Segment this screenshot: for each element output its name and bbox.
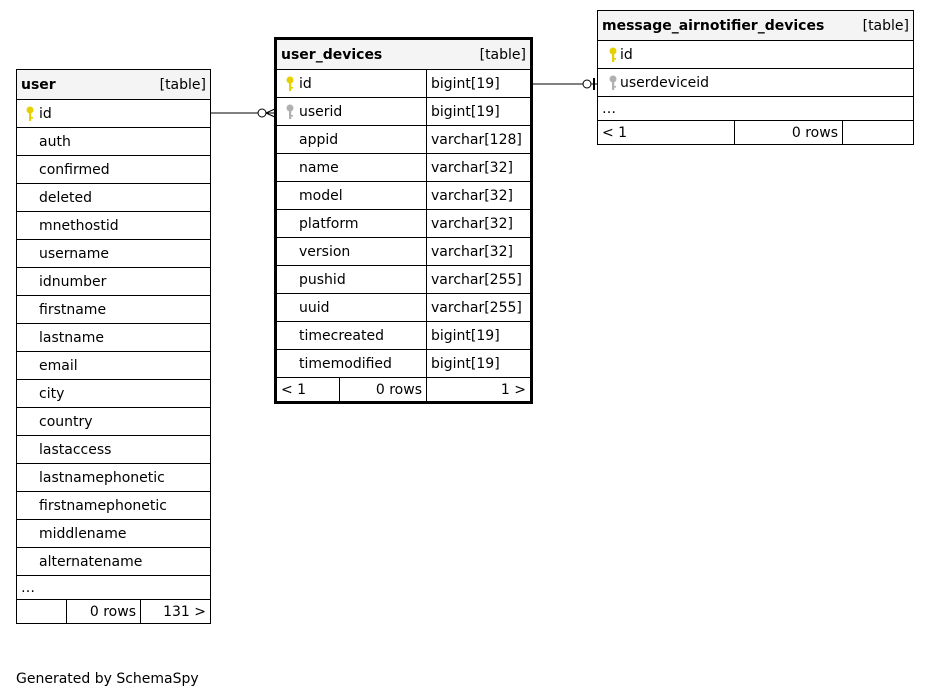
column-deleted[interactable] [17, 184, 211, 212]
table-row[interactable] [17, 548, 211, 576]
column-name: city [39, 385, 65, 402]
primary-key-icon [281, 76, 299, 96]
column-auth[interactable] [17, 128, 211, 156]
column-name: email [39, 357, 78, 374]
column-middlename[interactable] [17, 520, 211, 548]
column-name: id [299, 75, 312, 92]
column-name: auth [39, 133, 71, 150]
table-row[interactable] [17, 184, 211, 212]
table-row[interactable] [17, 352, 211, 380]
table-row[interactable] [17, 128, 211, 156]
airnotifier-ellipsis: … [598, 97, 914, 121]
column-name: userdeviceid [620, 74, 710, 91]
table-type: [table] [862, 17, 909, 34]
table-row[interactable] [17, 380, 211, 408]
ud-footer-rows: 0 rows [340, 378, 427, 402]
table-row[interactable] [17, 296, 211, 324]
column-name: country [39, 413, 93, 430]
column-userid[interactable] [277, 98, 427, 126]
column-pushid[interactable] [277, 266, 427, 294]
table-row[interactable] [598, 41, 914, 69]
user-table[interactable] [16, 69, 211, 624]
link-user-to-user-devices [211, 108, 277, 118]
column-name: version [299, 243, 351, 260]
column-name: middlename [39, 525, 127, 542]
column-type: varchar[255] [427, 266, 531, 294]
column-name: username [39, 245, 109, 262]
column-name: appid [299, 131, 339, 148]
column-version[interactable] [277, 238, 427, 266]
table-row[interactable] [277, 322, 531, 350]
table-row[interactable] [17, 212, 211, 240]
table-row[interactable] [277, 266, 531, 294]
column-firstnamephonetic[interactable] [17, 492, 211, 520]
column-email[interactable] [17, 352, 211, 380]
column-type: bigint[19] [427, 350, 531, 378]
column-lastname[interactable] [17, 324, 211, 352]
column-name: alternatename [39, 553, 143, 570]
column-country[interactable] [17, 408, 211, 436]
column-name: platform [299, 215, 359, 232]
column-name: id [620, 46, 633, 63]
column-name: lastnamephonetic [39, 469, 165, 486]
table-row[interactable] [277, 126, 531, 154]
column-name: idnumber [39, 273, 107, 290]
primary-key-icon [21, 106, 39, 126]
column-appid[interactable] [277, 126, 427, 154]
column-confirmed[interactable] [17, 156, 211, 184]
column-city[interactable] [17, 380, 211, 408]
table-row[interactable] [17, 268, 211, 296]
table-type: [table] [159, 76, 206, 93]
column-model[interactable] [277, 182, 427, 210]
column-name: timemodified [299, 355, 392, 372]
column-idnumber[interactable] [17, 268, 211, 296]
table-row[interactable] [17, 436, 211, 464]
column-name: firstnamephonetic [39, 497, 167, 514]
column-mnethostid[interactable] [17, 212, 211, 240]
airnotifier-table-header[interactable] [598, 11, 914, 41]
user-footer-left [17, 600, 67, 624]
column-type: varchar[255] [427, 294, 531, 322]
column-name: name [299, 159, 339, 176]
an-footer-parents[interactable]: < 1 [598, 121, 735, 145]
column-name: mnethostid [39, 217, 119, 234]
column-username[interactable] [17, 240, 211, 268]
table-row[interactable] [17, 100, 211, 128]
table-row[interactable] [17, 408, 211, 436]
table-row[interactable] [17, 464, 211, 492]
column-name: uuid [299, 299, 330, 316]
table-row[interactable] [277, 238, 531, 266]
table-row[interactable] [17, 520, 211, 548]
column-type: bigint[19] [427, 322, 531, 350]
ud-footer-children[interactable]: 1 > [427, 378, 531, 402]
column-id[interactable] [598, 41, 914, 69]
column-name[interactable] [277, 154, 427, 182]
table-row[interactable] [277, 154, 531, 182]
column-lastaccess[interactable] [17, 436, 211, 464]
column-name: lastname [39, 329, 104, 346]
ud-footer-parents[interactable]: < 1 [277, 378, 340, 402]
table-name: message_airnotifier_devices [602, 17, 825, 34]
column-name: pushid [299, 271, 346, 288]
column-type: varchar[32] [427, 210, 531, 238]
column-timemodified[interactable] [277, 350, 427, 378]
table-row[interactable] [17, 324, 211, 352]
table-row[interactable] [17, 240, 211, 268]
column-lastnamephonetic[interactable] [17, 464, 211, 492]
column-uuid[interactable] [277, 294, 427, 322]
table-row[interactable] [277, 210, 531, 238]
column-type: varchar[32] [427, 154, 531, 182]
table-row[interactable] [277, 350, 531, 378]
an-footer-rows: 0 rows [735, 121, 843, 145]
user-footer-children[interactable]: 131 > [141, 600, 211, 624]
column-id[interactable] [277, 70, 427, 98]
user-devices-table[interactable] [276, 39, 531, 402]
column-name: firstname [39, 301, 107, 318]
table-row[interactable] [277, 70, 531, 98]
table-row[interactable] [277, 294, 531, 322]
generated-by-label[interactable]: Generated by SchemaSpy [16, 671, 199, 687]
table-type: [table] [479, 46, 526, 63]
column-type: bigint[19] [427, 98, 531, 126]
an-footer-right [843, 121, 914, 145]
primary-key-icon [604, 47, 622, 67]
column-timecreated[interactable] [277, 322, 427, 350]
user-ellipsis: … [17, 576, 211, 600]
column-type: varchar[32] [427, 182, 531, 210]
column-firstname[interactable] [17, 296, 211, 324]
table-row[interactable] [598, 69, 914, 97]
foreign-key-icon [604, 75, 622, 95]
column-type: varchar[128] [427, 126, 531, 154]
user-devices-table-header[interactable] [277, 40, 531, 70]
column-userdeviceid[interactable] [598, 69, 914, 97]
column-name: confirmed [39, 161, 110, 178]
column-name: timecreated [299, 327, 384, 344]
table-row[interactable] [17, 156, 211, 184]
table-row[interactable] [277, 182, 531, 210]
column-name: model [299, 187, 343, 204]
column-alternatename[interactable] [17, 548, 211, 576]
link-user-devices-to-airnotifier [531, 78, 598, 90]
column-name: deleted [39, 189, 92, 206]
table-name: user_devices [281, 46, 383, 63]
column-type: bigint[19] [427, 70, 531, 98]
column-type: varchar[32] [427, 238, 531, 266]
table-name: user [21, 76, 56, 93]
table-row[interactable] [277, 98, 531, 126]
column-name: lastaccess [39, 441, 112, 458]
column-id[interactable] [17, 100, 211, 128]
column-name: userid [299, 103, 343, 120]
user-table-header[interactable] [17, 70, 211, 100]
table-row[interactable] [17, 492, 211, 520]
foreign-key-icon [281, 104, 299, 124]
airnotifier-table[interactable] [597, 10, 914, 145]
column-platform[interactable] [277, 210, 427, 238]
column-name: id [39, 105, 52, 122]
user-footer-rows: 0 rows [67, 600, 141, 624]
